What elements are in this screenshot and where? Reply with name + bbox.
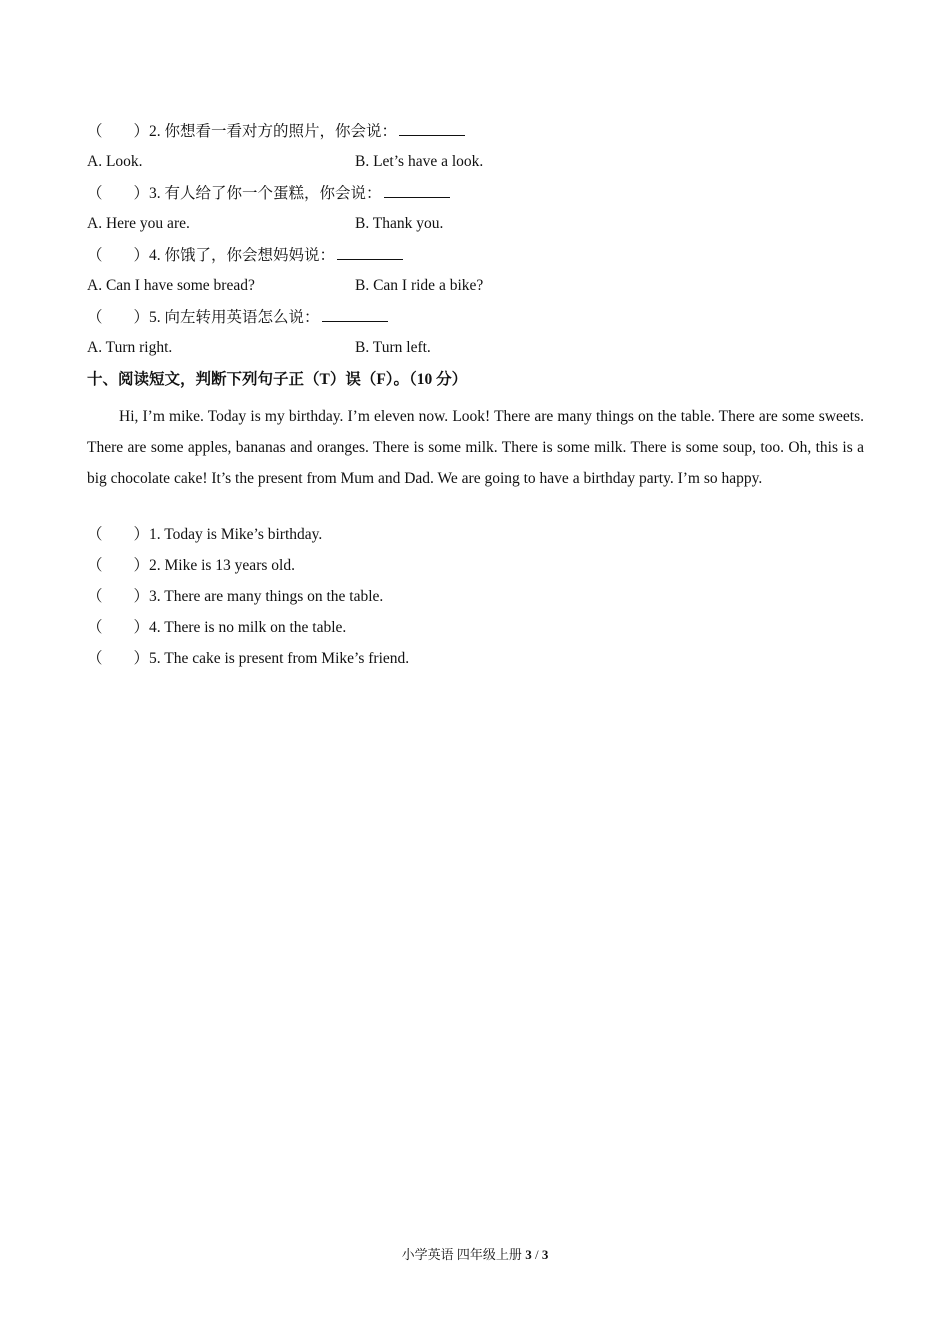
option-b: B. Thank you. bbox=[355, 215, 444, 232]
answer-blank bbox=[384, 183, 450, 198]
page-number: 3 bbox=[525, 1247, 532, 1262]
question-5 bbox=[87, 307, 388, 328]
answer-blank bbox=[399, 121, 465, 136]
tf-item-3 bbox=[87, 587, 383, 607]
answer-blank bbox=[337, 245, 403, 260]
option-a: A. Look. bbox=[87, 153, 143, 170]
question-prompt: 3. 有人给了你一个蛋糕，你会说： bbox=[149, 185, 382, 202]
page-separator: / bbox=[534, 1247, 539, 1262]
section-heading: 十、阅读短文，判断下列句子正（T）误（F）。（10 分） bbox=[87, 371, 468, 388]
tf-statement: 4. There is no milk on the table. bbox=[149, 619, 347, 636]
tf-item-5 bbox=[87, 649, 409, 669]
footer-label: 小学英语 四年级上册 bbox=[401, 1247, 522, 1262]
tf-statement: 5. The cake is present from Mike’s friend. bbox=[149, 650, 410, 667]
option-a: A. Turn right. bbox=[87, 339, 173, 356]
tf-item-1 bbox=[87, 525, 322, 545]
answer-paren[interactable]: （ ） bbox=[87, 247, 150, 264]
question-prompt: 5. 向左转用英语怎么说： bbox=[149, 309, 320, 326]
tf-item-4 bbox=[87, 618, 346, 638]
page-footer bbox=[0, 1246, 950, 1264]
answer-blank bbox=[322, 307, 388, 322]
answer-paren[interactable]: （ ） bbox=[87, 123, 150, 140]
answer-paren[interactable]: （ ） bbox=[87, 309, 150, 326]
answer-paren[interactable]: （ ） bbox=[87, 619, 150, 636]
option-a: A. Here you are. bbox=[87, 215, 190, 232]
answer-paren[interactable]: （ ） bbox=[87, 526, 150, 543]
answer-paren[interactable]: （ ） bbox=[87, 650, 150, 667]
answer-paren[interactable]: （ ） bbox=[87, 588, 150, 605]
question-2 bbox=[87, 121, 465, 142]
tf-statement: 2. Mike is 13 years old. bbox=[149, 557, 295, 574]
answer-paren[interactable]: （ ） bbox=[87, 557, 150, 574]
page-total: 3 bbox=[541, 1247, 549, 1262]
question-4 bbox=[87, 245, 403, 266]
question-prompt: 4. 你饿了，你会想妈妈说： bbox=[149, 247, 336, 264]
reading-passage: Hi, I’m mike. Today is my birthday. I’m eleven now. Look! There are many things on the table. There are some sweets. There are some apples, bananas and oranges. There is some milk. There is some milk. There is some soup, too. Oh, this is a big chocolate cake! It’s the present from Mum and Dad. We are going to have a birthday party. I’m so happy. bbox=[87, 408, 864, 487]
answer-paren[interactable]: （ ） bbox=[87, 185, 150, 202]
option-a: A. Can I have some bread? bbox=[87, 277, 255, 294]
question-prompt: 2. 你想看一看对方的照片，你会说： bbox=[149, 123, 398, 140]
tf-statement: 1. Today is Mike’s birthday. bbox=[149, 526, 323, 543]
question-3 bbox=[87, 183, 450, 204]
option-b: B. Let’s have a look. bbox=[355, 153, 484, 170]
tf-statement: 3. There are many things on the table. bbox=[149, 588, 384, 605]
tf-item-2 bbox=[87, 556, 295, 576]
option-b: B. Can I ride a bike? bbox=[355, 277, 484, 294]
option-b: B. Turn left. bbox=[355, 339, 431, 356]
